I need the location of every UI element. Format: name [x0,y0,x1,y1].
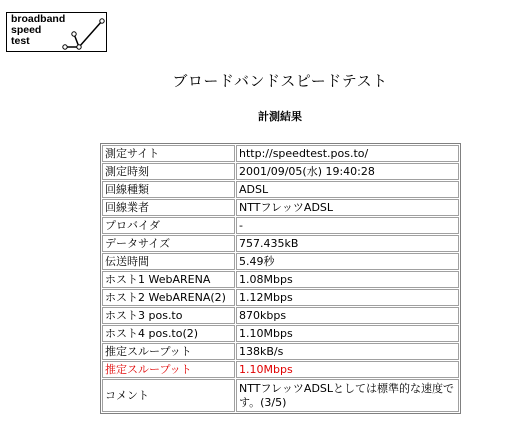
table-row [102,271,459,288]
table-row [102,253,459,270]
page-title: ブロードバンドスピードテスト [172,72,388,90]
row-value-host1: 1.08Mbps [236,271,459,288]
row-value-site: http://speedtest.pos.to/ [236,145,459,162]
broadband-speed-test-logo [6,12,107,52]
logo-graph-icon [7,13,108,53]
section-title: 計測結果 [258,110,302,123]
row-value-throughput-kb: 138kB/s [236,343,459,360]
table-row [102,235,459,252]
row-value-throughput-mbps: 1.10Mbps [236,361,459,378]
logo-line-2: speed [11,24,42,36]
table-row [102,325,459,342]
table-row [102,307,459,324]
row-label-carrier: 回線業者 [102,199,235,216]
row-label-host1: ホスト1 WebARENA [102,271,235,288]
table-row [102,181,459,198]
table-row [102,199,459,216]
table-row [102,343,459,360]
row-label-comment: コメント [102,379,235,412]
table-row-highlight [102,361,459,378]
row-label-host3: ホスト3 pos.to [102,307,235,324]
row-value-carrier: NTTフレッツADSL [236,199,459,216]
row-value-host2: 1.12Mbps [236,289,459,306]
logo-line-3: test [11,35,30,47]
row-label-site: 測定サイト [102,145,235,162]
row-value-comment: NTTフレッツADSLとしては標準的な速度です。(3/5) [236,379,459,412]
row-label-provider: プロバイダ [102,217,235,234]
table-row [102,163,459,180]
table-row [102,217,459,234]
row-value-provider: - [236,217,459,234]
row-label-data-size: データサイズ [102,235,235,252]
row-value-data-size: 757.435kB [236,235,459,252]
results-table [100,143,461,414]
logo-line-1: broadband [11,13,66,25]
row-label-time: 測定時刻 [102,163,235,180]
table-row [102,289,459,306]
row-value-transfer-time: 5.49秒 [236,253,459,270]
row-label-host4: ホスト4 pos.to(2) [102,325,235,342]
row-label-transfer-time: 伝送時間 [102,253,235,270]
row-label-line-type: 回線種類 [102,181,235,198]
row-value-host4: 1.10Mbps [236,325,459,342]
row-value-line-type: ADSL [236,181,459,198]
row-value-host3: 870kbps [236,307,459,324]
row-label-throughput-kb: 推定スループット [102,343,235,360]
table-row-comment [102,379,459,412]
row-label-host2: ホスト2 WebARENA(2) [102,289,235,306]
row-value-time: 2001/09/05(水) 19:40:28 [236,163,459,180]
row-label-throughput-mbps: 推定スループット [102,361,235,378]
table-row [102,145,459,162]
